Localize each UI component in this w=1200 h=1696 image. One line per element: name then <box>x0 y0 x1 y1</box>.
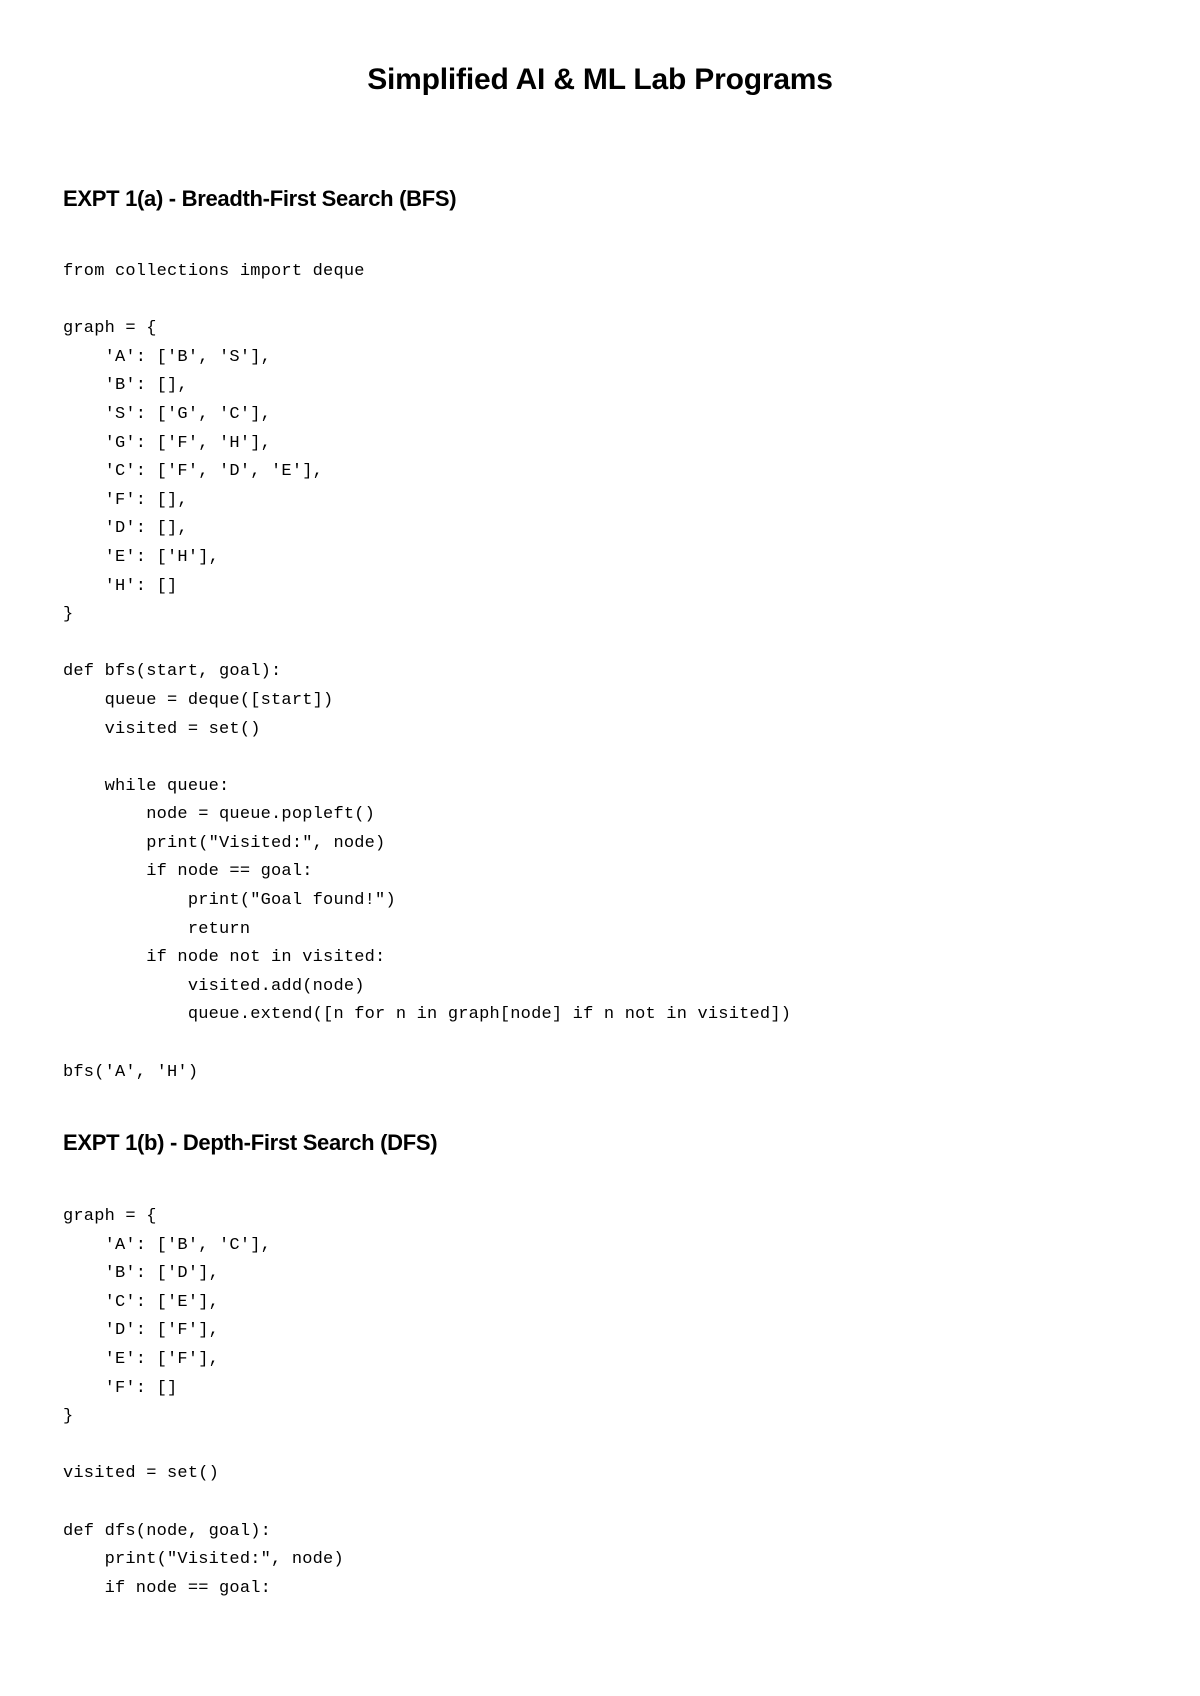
section-heading-dfs: EXPT 1(b) - Depth-First Search (DFS) <box>63 1130 438 1155</box>
code-block-bfs: from collections import deque graph = { 'A': ['B', 'S'], 'B': [], 'S': ['G', 'C'], 'G': ['F', 'H'], 'C': ['F', 'D', 'E'], 'F': [], 'D': [], 'E': ['H'], 'H': [] } def bfs(start, goal): queue = deque([start]) visited = set() while queue: node = queue.popleft() print("Visited:", node) if node == goal: print("Goal found!") return if node not in visited: visited.add(node) queue.extend([n for n in graph[node] if n not in visited]) bfs('A', 'H') <box>63 262 792 1082</box>
section-heading-bfs: EXPT 1(a) - Breadth-First Search (BFS) <box>63 186 457 211</box>
code-block-dfs: graph = { 'A': ['B', 'C'], 'B': ['D'], 'C': ['E'], 'D': ['F'], 'E': ['F'], 'F': [] } visited = set() def dfs(node, goal): print("Visited:", node) if node == goal: <box>63 1207 344 1598</box>
document-title: Simplified AI & ML Lab Programs <box>367 63 833 96</box>
